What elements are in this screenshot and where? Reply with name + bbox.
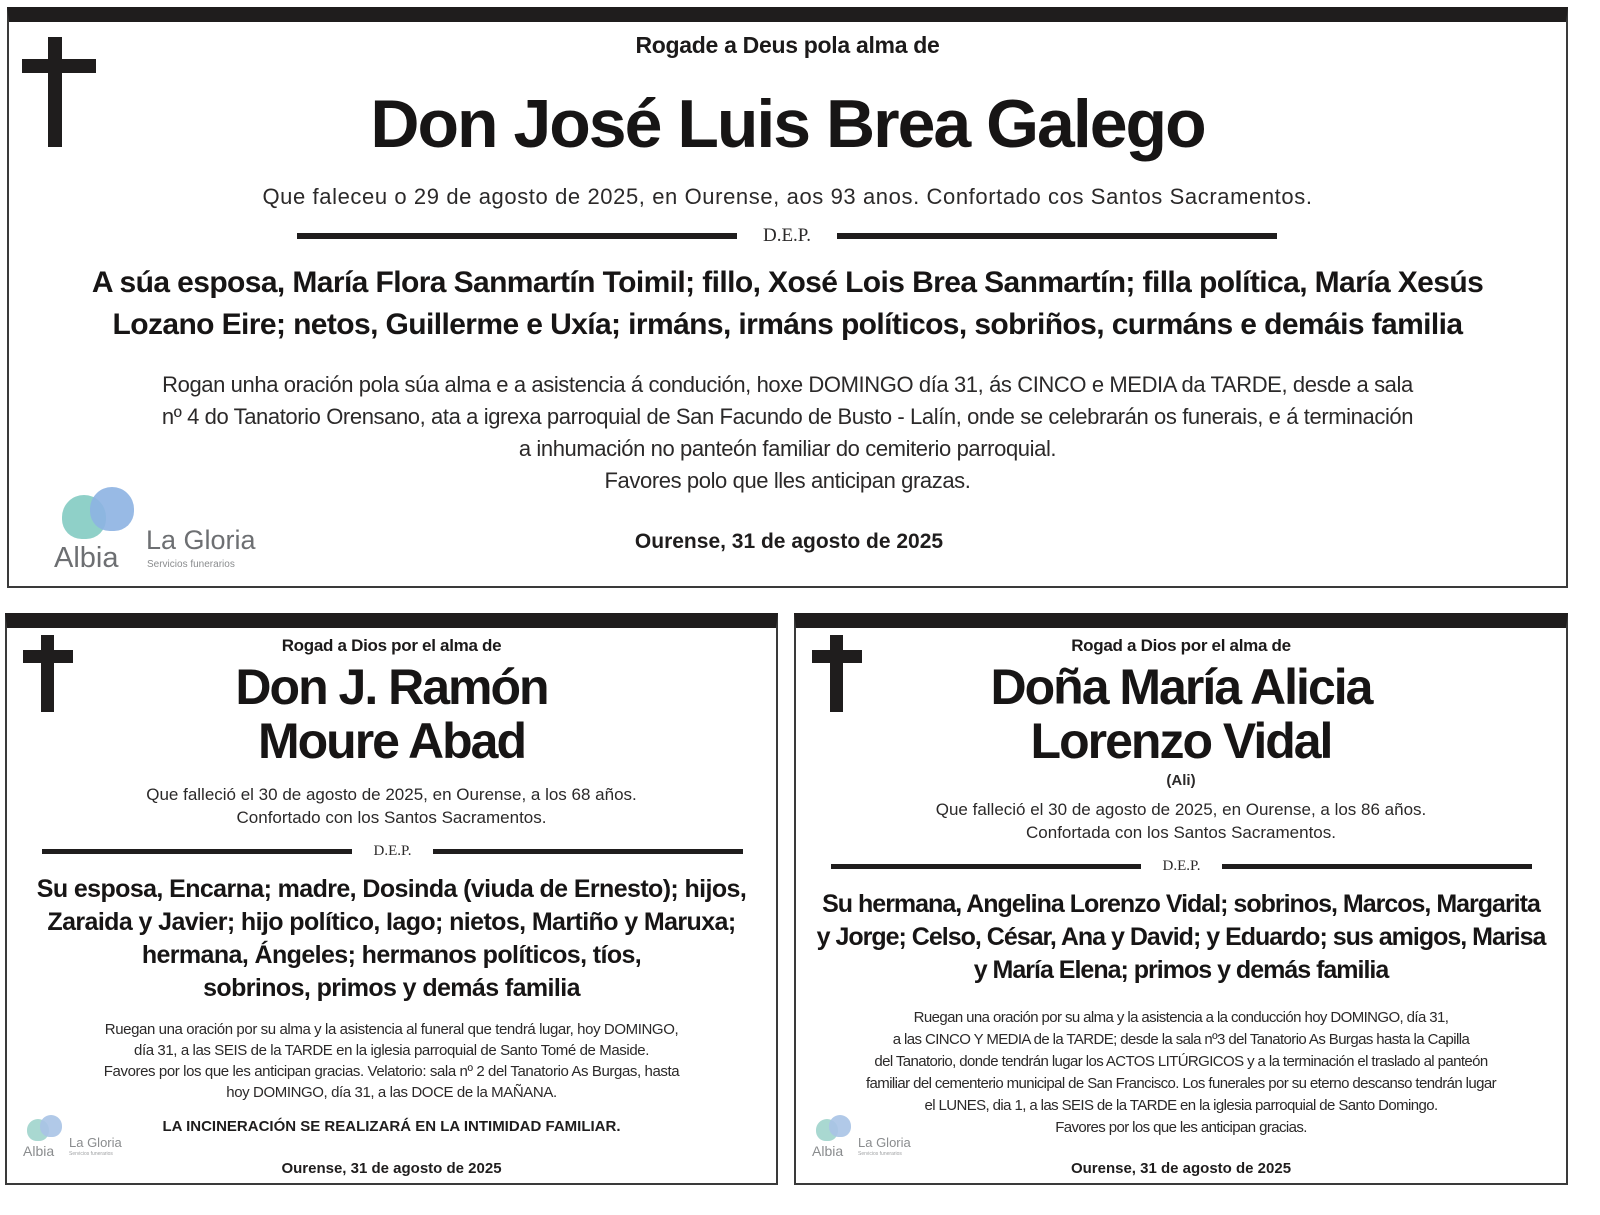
cremation-note: LA INCINERACIÓN SE REALIZARÁ EN LA INTIMIDAD FAMILIAR. xyxy=(162,1118,621,1135)
obituary-notice-moure-abad xyxy=(5,613,778,1185)
family-line: A súa esposa, María Flora Sanmartín Toimil; fillo, Xosé Lois Brea Sanmartín; filla política, María Xesús xyxy=(91,266,1484,299)
family-line: Lozano Eire; netos, Guillerme e Uxía; irmáns, irmáns políticos, sobriños, curmáns e demáis familia xyxy=(112,308,1463,341)
divider-rule-right xyxy=(837,233,1277,239)
divider-rule-left xyxy=(297,233,737,239)
albia-la-gloria-logo xyxy=(812,1115,922,1165)
family-line: y María Elena; primos y demás familia xyxy=(973,956,1389,984)
name-line: Don J. Ramón xyxy=(235,659,548,715)
body-line: a las CINCO Y MEDIA de la TARDE; desde la sala nº3 del Tanatorio As Burgas hasta la Capilla xyxy=(892,1031,1470,1048)
body-line: Rogan unha oración pola súa alma e a asistencia á condución, hoxe DOMINGO día 31, ás CINCO e MEDIA da TARDE, desde a sala xyxy=(162,372,1413,397)
family-list xyxy=(29,262,1546,346)
divider-rule-right xyxy=(1222,864,1532,869)
body-line: Favores por los que les anticipan gracias. Velatorio: sala nº 2 del Tanatorio As Burgas, hasta xyxy=(103,1063,680,1080)
name-line: Doña María Alicia xyxy=(990,659,1372,715)
dep-label: D.E.P. xyxy=(1162,858,1201,874)
body-line: Ruegan una oración por su alma y la asistencia al funeral que tendrá lugar, hoy DOMINGO, xyxy=(104,1021,679,1038)
place-date: Ourense, 31 de agosto de 2025 xyxy=(1070,1160,1292,1177)
logo-brand: Albia xyxy=(812,1143,844,1159)
albia-logo-icon xyxy=(62,487,136,539)
family-line: hermana, Ángeles; hermanos políticos, tíos, xyxy=(141,941,642,969)
name-line: Moure Abad xyxy=(257,713,526,769)
body-line: el LUNES, dia 1, a las SEIS de la TARDE en la iglesia parroquial de Santo Domingo. xyxy=(924,1097,1438,1114)
death-info xyxy=(796,798,1566,844)
family-line: Su esposa, Encarna; madre, Dosinda (viuda de Ernesto); hijos, xyxy=(36,875,747,903)
body-line: del Tanatorio, donde tendrán lugar los ACTOS LITÚRGICOS y a la terminación el traslado al panteón xyxy=(874,1053,1488,1070)
dep-divider xyxy=(814,858,1549,875)
albia-logo-icon xyxy=(816,1115,852,1141)
body-line: nº 4 do Tanatorio Orensano, ata a igrexa parroquial de San Facundo de Busto - Lalín, onde se celebrarán os funerais, e á terminación xyxy=(161,404,1414,429)
logo-tagline: Servicios funerarios xyxy=(147,559,235,570)
deceased-alias: (Ali) xyxy=(1166,772,1196,789)
family-list xyxy=(15,873,768,1005)
albia-la-gloria-logo xyxy=(23,1115,133,1165)
service-details xyxy=(39,369,1536,497)
obituary-notice-lorenzo-vidal xyxy=(794,613,1568,1185)
death-info-line: Confortado con los Santos Sacramentos. xyxy=(236,808,547,827)
body-line: hoy DOMINGO, día 31, a las DOCE de la MAÑANA. xyxy=(226,1084,557,1101)
family-line: sobrinos, primos y demás familia xyxy=(203,974,580,1002)
logo-name: La Gloria xyxy=(858,1135,911,1150)
divider-rule-left xyxy=(831,864,1141,869)
logo-name: La Gloria xyxy=(146,525,256,555)
death-info-line: Que falleció el 30 de agosto de 2025, en Ourense, a los 68 años. xyxy=(146,785,637,804)
service-details xyxy=(17,1019,766,1103)
prayer-heading: Rogad a Dios por el alma de xyxy=(1071,636,1291,655)
body-line: Favores polo que lles anticipan grazas. xyxy=(604,468,971,493)
albia-logo-icon xyxy=(27,1115,63,1141)
obituary-notice-brea-galego xyxy=(7,7,1568,588)
logo-name: La Gloria xyxy=(69,1135,122,1150)
deceased-name xyxy=(796,660,1566,768)
death-info-line: Que falleció el 30 de agosto de 2025, en Ourense, a los 86 años. xyxy=(935,800,1427,819)
logo-brand: Albia xyxy=(54,542,119,574)
body-line: a inhumación no panteón familiar do cemiterio parroquial. xyxy=(518,436,1057,461)
divider-rule-right xyxy=(433,849,743,854)
logo-tagline: Servicios funerarios xyxy=(69,1151,113,1157)
deceased-name xyxy=(7,660,776,768)
dep-divider xyxy=(25,843,760,860)
dep-label: D.E.P. xyxy=(762,225,812,246)
prayer-heading: Rogade a Deus pola alma de xyxy=(635,32,940,58)
body-line: Ruegan una oración por su alma y la asistencia a la conducción hoy DOMINGO, día 31, xyxy=(913,1009,1449,1026)
deceased-name: Don José Luis Brea Galego xyxy=(370,86,1205,162)
prayer-heading: Rogad a Dios por el alma de xyxy=(281,636,502,655)
family-list xyxy=(804,888,1558,987)
place-date: Ourense, 31 de agosto de 2025 xyxy=(634,530,944,553)
dep-divider xyxy=(297,225,1277,247)
dep-label: D.E.P. xyxy=(373,843,412,859)
death-info: Que faleceu o 29 de agosto de 2025, en Ourense, aos 93 anos. Confortado cos Santos Sacramentos. xyxy=(262,184,1313,209)
body-line: Favores por los que les anticipan gracias. xyxy=(1055,1119,1307,1136)
logo-tagline: Servicios funerarios xyxy=(858,1151,902,1157)
place-date: Ourense, 31 de agosto de 2025 xyxy=(281,1160,502,1177)
name-line: Lorenzo Vidal xyxy=(1030,713,1332,769)
body-line: día 31, a las SEIS de la TARDE en la iglesia parroquial de Santo Tomé de Maside. xyxy=(134,1042,649,1059)
family-line: Zaraida y Javier; hijo político, Iago; nietos, Martiño y Maruxa; xyxy=(47,908,736,936)
divider-rule-left xyxy=(42,849,352,854)
body-line: familiar del cementerio municipal de San Francisco. Los funerales por su eterno descanso tendrán lugar xyxy=(865,1075,1496,1092)
death-info xyxy=(7,783,776,829)
death-info-line: Confortada con los Santos Sacramentos. xyxy=(1026,823,1336,842)
family-line: y Jorge; Celso, César, Ana y David; y Eduardo; sus amigos, Marisa xyxy=(816,923,1546,951)
logo-brand: Albia xyxy=(23,1143,55,1159)
albia-la-gloria-logo xyxy=(54,487,274,587)
family-line: Su hermana, Angelina Lorenzo Vidal; sobrinos, Marcos, Margarita xyxy=(822,890,1540,918)
